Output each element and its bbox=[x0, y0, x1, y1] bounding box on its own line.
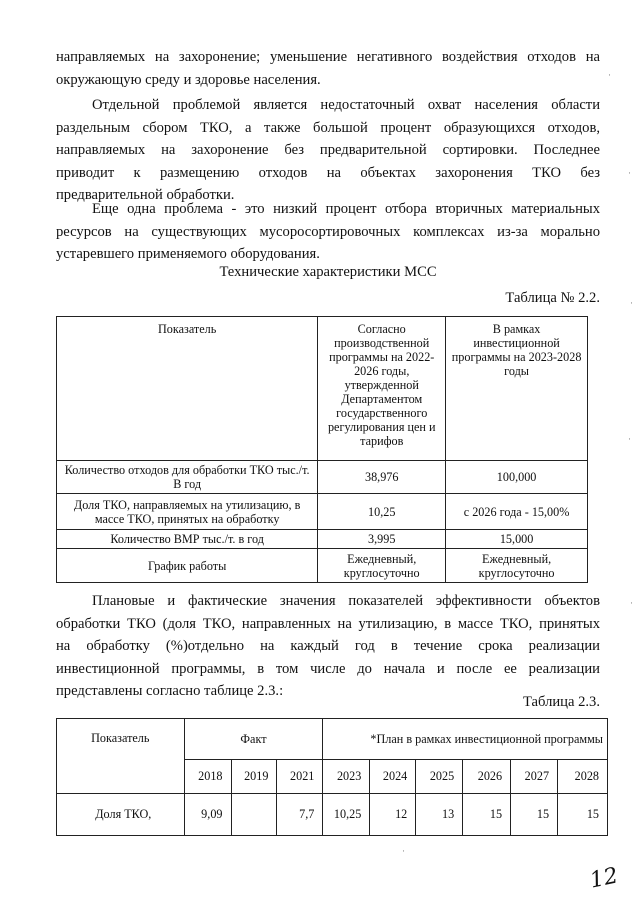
table-cell: 13 bbox=[416, 794, 463, 836]
table-row bbox=[57, 530, 588, 549]
efficiency-table bbox=[56, 718, 608, 836]
text-line: раздельным сбором ТКО, а также большой процент образующихся отходов, bbox=[56, 119, 600, 136]
paragraph-1 bbox=[56, 46, 600, 91]
table-cell: Ежедневный, круглосуточно bbox=[446, 549, 588, 583]
table-cell: 7,7 bbox=[277, 794, 323, 836]
text-line: на обработку (%)отдельно на каждый год в течение срока реализации bbox=[56, 638, 600, 654]
year-cell: 2024 bbox=[370, 760, 416, 794]
table-cell: Ежедневный, круглосуточно bbox=[318, 549, 446, 583]
text-line: инвестиционной программы, в том числе до начала и после ее реализации bbox=[56, 660, 600, 677]
table-number: Таблица № 2.2. bbox=[505, 290, 600, 306]
year-cell: 2019 bbox=[231, 760, 277, 794]
year-cell: 2023 bbox=[323, 760, 370, 794]
scan-speck: · bbox=[608, 70, 611, 80]
table-cell: 15,000 bbox=[446, 530, 588, 549]
table-cell: Доля ТКО, направляемых на утилизацию, в массе ТКО, принятых на обработку bbox=[57, 494, 318, 530]
row-label-cell: Доля ТКО, bbox=[57, 794, 185, 836]
table-number: Таблица 2.3. bbox=[522, 694, 600, 710]
scan-speck: · bbox=[402, 846, 405, 856]
table-cell: 38,976 bbox=[318, 461, 446, 494]
text-line: направляемых на захоронение; уменьшение негативного воздействия отходов на bbox=[56, 49, 600, 65]
paragraph-4 bbox=[56, 590, 600, 703]
text-line: устаревшего применяемого оборудования. bbox=[56, 246, 320, 262]
table-header-row bbox=[57, 317, 588, 461]
table-cell: 15 bbox=[558, 794, 608, 836]
table-cell: Количество отходов для обработки ТКО тыс./т. В год bbox=[57, 461, 318, 494]
text-line: Еще одна проблема - это низкий процент отбора вторичных материальных bbox=[92, 201, 600, 217]
scan-speck: · bbox=[630, 598, 633, 608]
text-line: предварительной обработки. bbox=[56, 187, 235, 203]
header-cell: В рамках инвестиционной программы на 2023-2028 годы bbox=[446, 317, 588, 461]
text-line: ресурсов на существующих мусоросортировочных комплексах из-за морально bbox=[56, 223, 600, 240]
table-cell: Количество ВМР тыс./т. в год bbox=[57, 530, 318, 549]
text-line: Отдельной проблемой является недостаточный охват населения области bbox=[92, 97, 600, 113]
text-line: окружающую среду и здоровье населения. bbox=[56, 71, 321, 88]
header-cell: Согласно производственной программы на 2022-2026 годы, утвержденной Департаментом государственного регулирования цен и тарифов bbox=[318, 317, 446, 461]
text-line: представлены согласно таблице 2.3.: bbox=[56, 683, 284, 699]
year-cell: 2025 bbox=[416, 760, 463, 794]
header-cell: Показатель bbox=[57, 317, 318, 461]
year-cell: 2028 bbox=[558, 760, 608, 794]
year-cell: 2021 bbox=[277, 760, 323, 794]
paragraph-2 bbox=[56, 94, 600, 207]
header-cell: Показатель bbox=[57, 719, 185, 794]
text-line: приводит к размещению отходов на объектах захоронения ТКО без bbox=[56, 164, 600, 181]
table-cell: 12 bbox=[370, 794, 416, 836]
table-cell: 15 bbox=[511, 794, 558, 836]
text-line: Плановые и фактические значения показателей эффективности объектов bbox=[92, 593, 600, 609]
table-cell: 9,09 bbox=[184, 794, 231, 836]
paragraph-3 bbox=[56, 198, 600, 266]
table-row bbox=[57, 549, 588, 583]
scan-speck: · bbox=[628, 168, 631, 178]
table-cell: 10,25 bbox=[323, 794, 370, 836]
page-number: 12 bbox=[587, 863, 621, 894]
year-cell: 2018 bbox=[184, 760, 231, 794]
text-line: направляемых на захоронение без предварительной сортировки. Последнее bbox=[56, 142, 600, 158]
table-row bbox=[57, 461, 588, 494]
table-header-row bbox=[57, 719, 608, 760]
scan-speck: · bbox=[628, 434, 631, 444]
year-cell: 2027 bbox=[511, 760, 558, 794]
header-cell: Факт bbox=[184, 719, 323, 760]
characteristics-table bbox=[56, 316, 588, 583]
table-cell: 100,000 bbox=[446, 461, 588, 494]
text-line: обработки ТКО (доля ТКО, направленных на утилизацию, в массе ТКО, принятых bbox=[56, 615, 600, 632]
table-cell: 3,995 bbox=[318, 530, 446, 549]
table-cell: с 2026 года - 15,00% bbox=[446, 494, 588, 530]
table-row bbox=[57, 494, 588, 530]
table-cell: График работы bbox=[57, 549, 318, 583]
scan-speck: · bbox=[630, 298, 633, 308]
header-cell: *План в рамках инвестиционной программы bbox=[323, 719, 608, 760]
table-caption: Технические характеристики МСС bbox=[219, 264, 437, 280]
table-cell bbox=[231, 794, 277, 836]
table-row bbox=[57, 794, 608, 836]
table-cell: 15 bbox=[463, 794, 511, 836]
year-cell: 2026 bbox=[463, 760, 511, 794]
table-cell: 10,25 bbox=[318, 494, 446, 530]
